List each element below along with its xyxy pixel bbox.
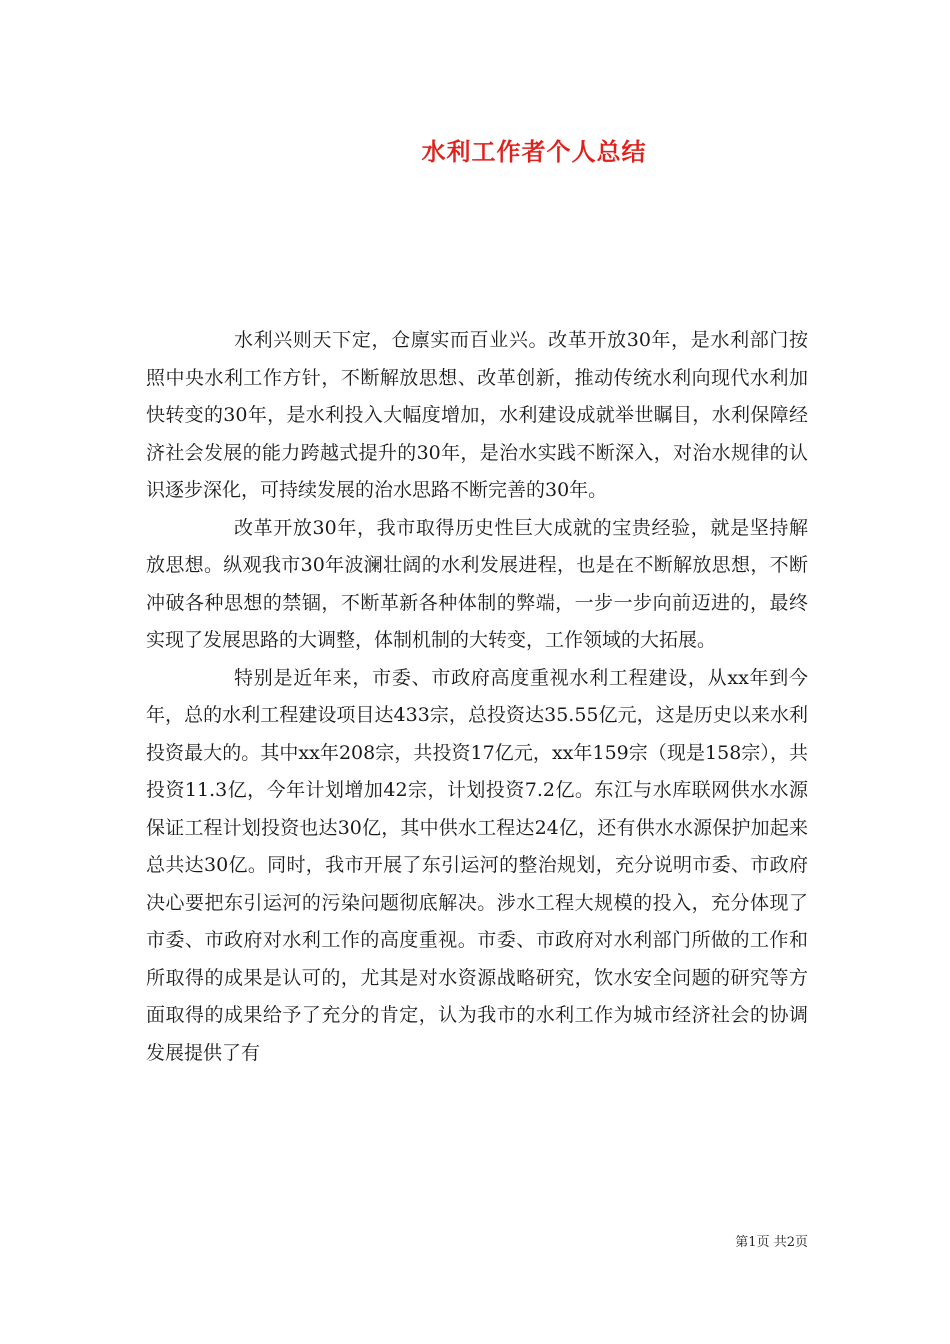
paragraph-2: 改革开放30年，我市取得历史性巨大成就的宝贵经验，就是坚持解放思想。纵观我市30年波澜壮阔的水利发展进程，也是在不断解放思想，不断冲破各种思想的禁锢，不断革新各种体制的弊端，一步一步向前迈进的，最终实现了发展思路的大调整，体制机制的大转变，工作领域的大拓展。 — [146, 516, 808, 651]
total-pages-number: 2 — [786, 1235, 795, 1250]
page-number-footer — [735, 1234, 808, 1252]
paragraph-3: 特别是近年来，市委、市政府高度重视水利工程建设，从xx年到今年，总的水利工程建设项目达433宗，总投资达35.55亿元，这是历史以来水利投资最大的。其中xx年208宗，共投资17亿元，xx年159宗（现是158宗），共投资11.3亿，今年计划增加42宗，计划投资7.2亿。东江与水库联网供水水源保证工程计划投资也达30亿，其中供水工程达24亿，还有供水水源保护加起来总共达30亿。同时，我市开展了东引运河的整治规划，充分说明市委、市政府决心要把东引运河的污染问题彻底解决。涉水工程大规模的投入，充分体现了市委、市政府对水利工作的高度重视。市委、市政府对水利部门所做的工作和所取得的成果是认可的，尤其是对水资源战略研究，饮水安全问题的研究等方面取得的成果给予了充分的肯定，认为我市的水利工作为城市经济社会的协调发展提供了有 — [146, 666, 808, 1064]
page-label-suffix: 页 — [794, 1235, 808, 1250]
page-label-mid: 页 共 — [756, 1235, 787, 1250]
document-title: 水利工作者个人总结 — [421, 137, 647, 166]
document-body — [146, 322, 808, 1072]
paragraph-1: 水利兴则天下定，仓廪实而百业兴。改革开放30年，是水利部门按照中央水利工作方针，不断解放思想、改革创新，推动传统水利向现代水利加快转变的30年，是水利投入大幅度增加，水利建设成就举世瞩目，水利保障经济社会发展的能力跨越式提升的30年，是治水实践不断深入，对治水规律的认识逐步深化，可持续发展的治水思路不断完善的30年。 — [146, 329, 808, 501]
current-page-number: 1 — [748, 1235, 757, 1250]
page-label-prefix: 第 — [735, 1235, 749, 1250]
